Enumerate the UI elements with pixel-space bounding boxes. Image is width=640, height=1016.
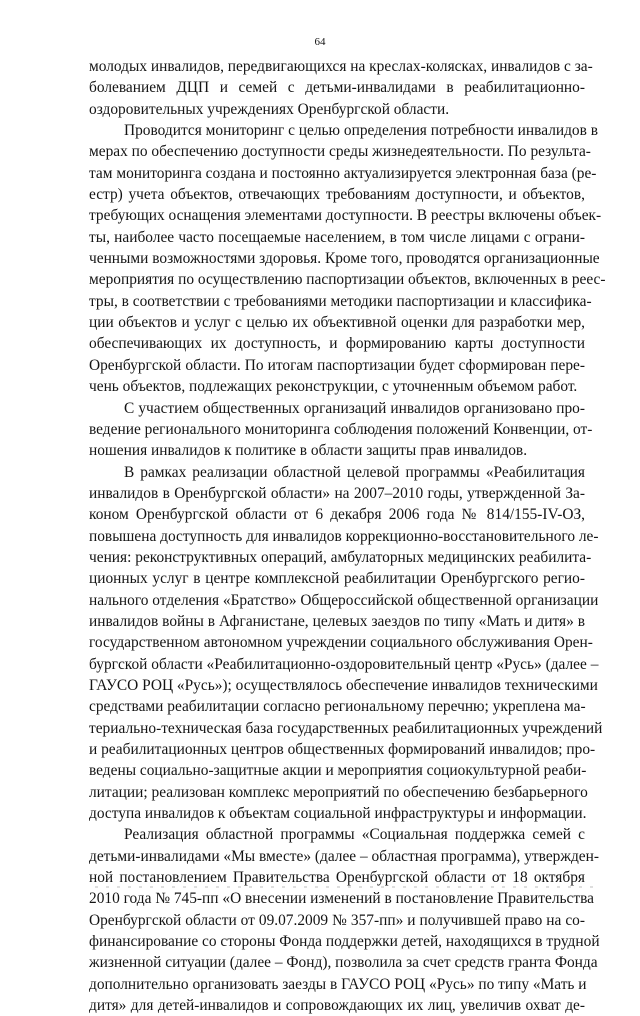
text-line: 2010 года № 745-пп «О внесении изменений в постановление Правительства <box>89 890 594 908</box>
text-line: ведение регионального мониторинга соблюдения положений Конвенции, от- <box>89 420 593 438</box>
text-line: Оренбургской области. По итогам паспортизации будет сформирован пере- <box>89 356 585 374</box>
scan-artifact-line <box>95 886 595 888</box>
text-line: нального отделения «Братство» Общероссийской общественной организации <box>89 591 599 609</box>
text-line: ционных услуг в центре комплексной реабилитации Оренбургского регио- <box>89 570 585 588</box>
text-line: С участием общественных организаций инвалидов организовано про- <box>124 399 585 417</box>
text-line: В рамках реализации областной целевой программы «Реабилитация <box>124 463 585 481</box>
text-line: коном Оренбургской области от 6 декабря 2006 года № 814/155-IV-ОЗ, <box>89 506 585 524</box>
text-line: ной постановлением Правительства Оренбургской области от 18 октября <box>89 869 585 887</box>
text-line: ченными возможностями здоровья. Кроме того, проводятся организационные <box>89 250 600 268</box>
text-line: там мониторинга создана и постоянно актуализируется электронная база (ре- <box>89 164 597 182</box>
page-number: 64 <box>314 36 326 48</box>
text-line: детьми-инвалидами «Мы вместе» (далее – областная программа), утвержден- <box>89 847 600 865</box>
text-line: государственном автономном учреждении социального обслуживания Орен- <box>89 634 593 652</box>
text-line: финансирование со стороны Фонда поддержки детей, находящихся в трудной <box>89 933 600 951</box>
text-line: чения: реконструктивных операций, амбулаторных медицинских реабилита- <box>89 548 592 566</box>
text-line: ношения инвалидов к политике в области защиты прав инвалидов. <box>89 442 528 460</box>
text-line: инвалидов войны в Афганистане, целевых заездов по типу «Мать и дитя» в <box>89 612 585 630</box>
text-line: и реабилитационных центров общественных формирований инвалидов; про- <box>89 741 596 758</box>
text-line: ведены социально-защитные акции и мероприятия социокультурной реаби- <box>89 762 587 780</box>
text-line: Оренбургской области от 09.07.2009 № 357-пп» и получившей право на со- <box>89 911 585 929</box>
text-line: повышена доступность для инвалидов коррекционно-восстановительного ле- <box>89 527 599 545</box>
text-line: мерах по обеспечению доступности среды жизнедеятельности. По результа- <box>89 143 591 161</box>
text-line: жизненной ситуации (далее – Фонд), позволила за счет средств гранта Фонда <box>89 954 598 972</box>
text-line: оздоровительных учреждениях Оренбургской области. <box>89 100 450 118</box>
text-line: болеванием ДЦП и семей с детьми-инвалидами в реабилитационно- <box>89 79 585 97</box>
text-line: инвалидов в Оренбургской области» на 2007–2010 годы, утвержденной За- <box>89 484 585 502</box>
text-line: териально-техническая база государственных реабилитационных учреждений <box>89 719 603 737</box>
text-line: ции объектов и услуг с целью их объективной оценки для разработки мер, <box>89 314 585 332</box>
text-line: средствами реабилитации согласно региональному перечню; укреплена ма- <box>89 698 586 716</box>
text-line: ГАУСО РОЦ «Русь»); осуществлялось обеспечение инвалидов техническими <box>89 676 598 694</box>
text-line: ты, наиболее часто посещаемые населением, в том числе лицами с ограни- <box>89 228 585 246</box>
text-line: молодых инвалидов, передвигающихся на креслах-колясках, инвалидов с за- <box>89 58 593 75</box>
text-line: бургской области «Реабилитационно-оздоровительный центр «Русь» (далее – <box>89 655 599 673</box>
text-line: чень объектов, подлежащих реконструкции, с уточненным объемом работ. <box>89 378 578 396</box>
text-line: требующих оснащения элементами доступности. В реестры включены объек- <box>89 207 602 225</box>
text-line: тры, в соответствии с требованиями методики паспортизации и классифика- <box>89 292 592 310</box>
text-line: естр) учета объектов, отвечающих требованиям доступности, и объектов, <box>89 186 585 204</box>
text-line: дитя» для детей-инвалидов и сопровождающих их лиц, увеличив охват де- <box>89 997 585 1015</box>
text-line: мероприятия по осуществлению паспортизации объектов, включенных в реес- <box>89 271 606 289</box>
text-line: Проводится мониторинг с целью определения потребности инвалидов в <box>124 122 599 140</box>
text-line: Реализация областной программы «Социальная поддержка семей с <box>124 826 585 844</box>
text-line: доступа инвалидов к объектам социальной инфраструктуры и информации. <box>89 805 587 823</box>
text-line: литации; реализован комплекс мероприятий по обеспечению безбарьерного <box>89 783 588 801</box>
text-line: дополнительно организовать заезды в ГАУСО РОЦ «Русь» по типу «Мать и <box>89 975 587 993</box>
document-body <box>89 56 606 1016</box>
text-line: обеспечивающих их доступность, и формированию карты доступности <box>89 335 585 353</box>
